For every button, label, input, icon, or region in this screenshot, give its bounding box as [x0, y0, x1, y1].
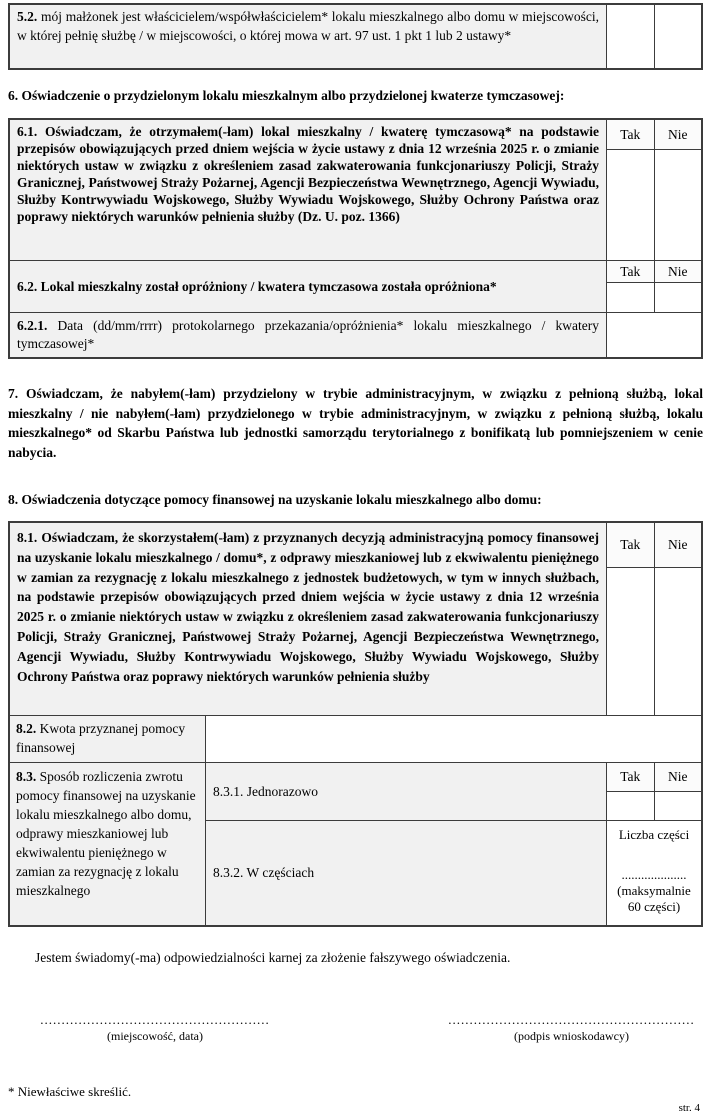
- item-6-2-yes-answer-cell[interactable]: [607, 283, 654, 312]
- item-6-1-yes-answer-cell[interactable]: [607, 150, 654, 260]
- item-5-2-yes-answer-cell[interactable]: [607, 5, 654, 68]
- item-8-3-1-no-header: Nie: [654, 763, 702, 791]
- section-8-heading: 8. Oświadczenia dotyczące pomocy finansowej na uzyskanie lokalu mieszkalnego albo domu:: [8, 492, 542, 507]
- item-6-1-answer-columns: [606, 120, 701, 260]
- item-6-2-1-question-cell: [10, 313, 606, 357]
- item-5-2-no-answer-cell[interactable]: [654, 5, 702, 68]
- item-8-3-text: Sposób rozliczenia zwrotu pomocy finansowej na uzyskanie lokalu mieszkalnego albo domu, odprawy mieszkaniowej lub ekwiwalentu pieniężnego w zamian za rezygnację z lokalu mieszkalnego: [16, 769, 196, 898]
- item-6-1-yes-header: Tak: [620, 126, 641, 142]
- criminal-liability-statement: Jestem świadomy(-ma) odpowiedzialności karnej za złożenie fałszywego oświadczenia.: [35, 950, 511, 965]
- parts-count-dotted-line[interactable]: ....................: [621, 867, 687, 882]
- place-date-label: (miejscowość, data): [107, 1029, 203, 1043]
- parts-max-note-line2: 60 części): [627, 899, 681, 914]
- item-8-2-label-cell: [10, 716, 206, 762]
- item-8-3-options: [206, 763, 701, 925]
- item-8-1-number: 8.1.: [17, 530, 38, 545]
- paragraph-7: [8, 384, 703, 462]
- item-8-3-number: 8.3.: [16, 769, 37, 784]
- item-8-2-text: Kwota przyznanej pomocy finansowej: [16, 721, 186, 755]
- item-8-1-answer-columns: [606, 523, 701, 715]
- item-8-2-amount-input-cell[interactable]: [206, 716, 701, 762]
- item-6-2-yes-header: Tak: [620, 263, 641, 279]
- strike-out-footnote: * Niewłaściwe skreślić.: [8, 1084, 132, 1099]
- item-8-1-yes-header: Tak: [620, 537, 641, 552]
- parts-max-note-line1: (maksymalnie: [617, 883, 691, 898]
- item-8-3-label-cell: [10, 763, 206, 925]
- item-6-1-no-answer-cell[interactable]: [654, 150, 702, 260]
- item-5-2-number: 5.2.: [17, 9, 38, 24]
- item-8-3-1-label-cell: [206, 763, 606, 820]
- item-6-2-1-number: 6.2.1.: [17, 318, 48, 333]
- item-6-1-number: 6.1.: [17, 124, 38, 139]
- item-6-1-no-header: Nie: [654, 120, 702, 149]
- item-8-1-no-header: Nie: [654, 523, 702, 567]
- item-8-1-no-answer-cell[interactable]: [654, 568, 702, 715]
- item-6-2-answer-columns: [606, 261, 701, 312]
- item-6-2-no-header: Nie: [654, 261, 702, 282]
- item-8-3-2-label-cell: [206, 821, 606, 925]
- item-8-3-2-number: 8.3.2.: [213, 865, 244, 880]
- signature-applicant-block: [448, 1013, 695, 1044]
- page-number: str. 4: [678, 1102, 700, 1114]
- parts-count-label: Liczba części: [618, 827, 690, 842]
- item-6-1-question-cell: [10, 120, 606, 260]
- item-8-1-question-cell: [10, 523, 606, 715]
- item-8-3-1-no-answer-cell[interactable]: [654, 792, 702, 820]
- paragraph-7-number: 7.: [8, 386, 19, 401]
- table-6: [8, 118, 703, 359]
- item-5-2-question-cell: [10, 5, 606, 68]
- item-8-3-1-text: Jednorazowo: [246, 783, 318, 799]
- place-date-dotted-line[interactable]: ......................................................: [40, 1013, 270, 1027]
- item-5-2-answer-columns: [606, 5, 701, 68]
- paragraph-7-text: Oświadczam, że nabyłem(-łam) przydzielony w trybie administracyjnym, w związku z pełnioną służbą, lokal mieszkalny / nie nabyłem(-łam) przydzielonego w trybie administracyjnym, w związku z pełnioną służbą, lokalu mieszkalnego* od Skarbu Państwa lub jednostki samorządu terytorialnego z bonifikatą lub pomniejszeniem w cenie nabycia.: [8, 386, 703, 460]
- applicant-signature-dotted-line[interactable]: ..........................................................: [448, 1013, 695, 1027]
- section-6-heading: 6. Oświadczenie o przydzielonym lokalu mieszkalnym albo przydzielonej kwaterze tymczasowej:: [8, 88, 565, 103]
- item-5-2-text: mój małżonek jest właścicielem/współwłaścicielem* lokalu mieszkalnego albo domu w miejscowości, w której pełnię służbę / w miejscowości, o której mowa w art. 97 ust. 1 pkt 1 lub 2 ustawy*: [17, 9, 600, 43]
- item-6-2-question-cell: [10, 261, 606, 312]
- item-8-1-text: Oświadczam, że skorzystałem(-łam) z przyznanych decyzją administracyjną pomocy finansowej na uzyskanie lokalu mieszkalnego / domu*, z odprawy mieszkaniowej lub z ekwiwalentu pieniężnego w zamian za rezygnację z lokalu mieszkalnego z jednostek budżetowych, w tym w innych służbach, na podstawie przepisów obowiązujących przed dniem wejścia w życie ustawy z dnia 12 września 2025 r. o zmianie niektórych ustaw w związku z określeniem zasad zakwaterowania funkcjonariuszy Policji, Straży Granicznej, Państwowej Straży Pożarnej, Agencji Bezpieczeństwa Wewnętrznego, Agencji Wywiadu, Służby Kontrwywiadu Wojskowego, Służby Wywiadu Wojskowego, Służby Ochrony Państwa oraz poprawy niektórych warunków pełnienia służby: [17, 530, 600, 684]
- item-8-3-2-text: W częściach: [246, 865, 315, 880]
- item-8-3-1-number: 8.3.1.: [213, 783, 244, 799]
- item-8-1-yes-answer-cell[interactable]: [607, 568, 654, 715]
- item-8-3-1-answer-columns: [606, 763, 701, 820]
- parts-count-gap: [607, 843, 701, 867]
- item-6-2-1-text: Data (dd/mm/rrrr) protokolarnego przekazania/opróżnienia* lokalu mieszkalnego / kwatery tymczasowej*: [17, 318, 600, 351]
- signature-place-date-block: [40, 1013, 270, 1044]
- item-8-3-2-parts-input-cell[interactable]: [606, 821, 701, 925]
- item-6-1-text: Oświadczam, że otrzymałem(-łam) lokal mieszkalny / kwaterę tymczasową* na podstawie przepisów obowiązujących przed dniem wejścia w życie ustawy z dnia 12 września 2025 r. o zmianie niektórych ustaw w związku z określeniem zasad zakwaterowania funkcjonariuszy Policji, Straży Granicznej, Państwowej Straży Pożarnej, Agencji Bezpieczeństwa Wewnętrznego, Agencji Wywiadu, Służby Kontrwywiadu Wojskowego, Służby Wywiadu Wojskowego, Służby Ochrony Państwa oraz poprawy niektórych warunków pełnienia służby (Dz. U. poz. 1366): [17, 124, 600, 224]
- item-8-3-1-yes-header: Tak: [620, 769, 641, 784]
- item-6-2-number: 6.2.: [17, 279, 38, 294]
- table-5-2: [8, 3, 703, 70]
- table-8: [8, 521, 703, 927]
- item-6-2-no-answer-cell[interactable]: [654, 283, 702, 312]
- signature-area: [40, 1013, 695, 1044]
- item-6-2-1-date-input-cell[interactable]: [606, 313, 701, 357]
- applicant-signature-label: (podpis wnioskodawcy): [514, 1029, 629, 1043]
- item-6-2-text: Lokal mieszkalny został opróżniony / kwatera tymczasowa została opróżniona*: [40, 279, 497, 294]
- item-8-2-number: 8.2.: [16, 721, 37, 736]
- item-8-3-1-yes-answer-cell[interactable]: [607, 792, 654, 820]
